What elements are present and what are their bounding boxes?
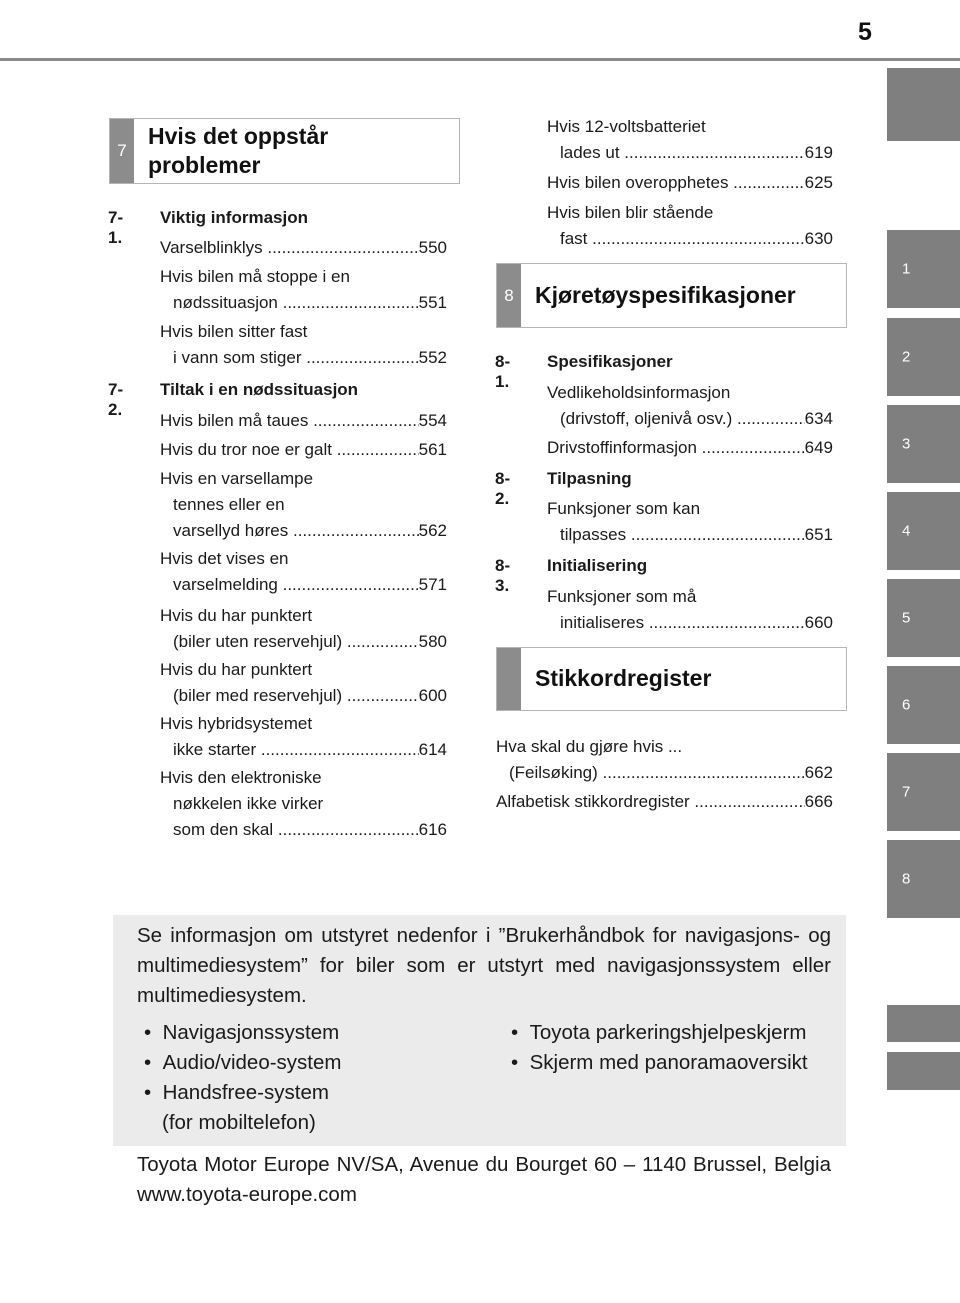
entry-text: Alfabetisk stikkordregister ..... <box>496 789 805 815</box>
entry-page: 630 <box>804 229 833 248</box>
toc-entry[interactable] <box>160 546 447 598</box>
side-tab-blank-lower-2[interactable] <box>887 1052 960 1090</box>
entry-text: (biler uten reservehjul) ..... <box>173 629 419 655</box>
chapter-title: Stikkordregister <box>535 665 712 691</box>
entry-text: (biler med reservehjul) ..... <box>173 683 419 709</box>
bullet-item <box>144 1078 329 1108</box>
entry-page: 600 <box>418 686 447 705</box>
entry-text: tennes eller en <box>173 495 285 514</box>
entry-text: Hvis den elektroniske <box>160 768 322 787</box>
entry-page: 625 <box>804 173 833 192</box>
bullet-marker: • <box>511 1021 519 1044</box>
entry-text: som den skal ..... <box>173 817 419 843</box>
entry-text: Hvis bilen må stoppe i en <box>160 267 350 286</box>
section-title: Spesifikasjoner <box>547 352 673 371</box>
bullet-text: Audio/video-system <box>162 1051 342 1074</box>
entry-page: 562 <box>418 521 447 540</box>
entry-page: 551 <box>418 293 447 312</box>
entry-text: fast ..... <box>560 226 805 252</box>
entry-page: 554 <box>418 411 447 430</box>
chapter-number-box <box>497 264 521 327</box>
chapter-title-line: problemer <box>148 152 261 178</box>
entry-text: tilpasses ..... <box>560 522 805 548</box>
entry-page: 634 <box>804 409 833 428</box>
entry-text: Hvis bilen sitter fast <box>160 322 308 341</box>
side-tab-label: 5 <box>902 609 911 627</box>
bullet-item <box>144 1018 339 1048</box>
entry-text: Hvis bilen må taues ..... <box>160 408 419 434</box>
chapter-number: 8 <box>504 285 514 305</box>
entry-text: i vann som stiger ..... <box>173 345 419 371</box>
bullet-text-continuation: (for mobiltelefon) <box>162 1111 316 1134</box>
entry-page: 561 <box>418 440 447 459</box>
entry-text: varselmelding ..... <box>173 572 419 598</box>
info-box-text: Se informasjon om utstyret nedenfor i ”Brukerhåndbok for navigasjons- og multimediesystem” for biler som er utstyrt med navigasjonssystem eller multimediesystem. <box>137 924 831 1007</box>
toc-entry[interactable] <box>547 496 833 548</box>
entry-page: 571 <box>418 575 447 594</box>
bullet-item <box>511 1018 806 1048</box>
entry-text: lades ut ..... <box>560 140 805 166</box>
entry-text: Hva skal du gjøre hvis ... <box>496 737 683 756</box>
side-tab-label: 8 <box>902 870 911 888</box>
section-code: 8-1. <box>495 352 511 391</box>
toc-entry[interactable] <box>160 264 447 316</box>
toc-entry[interactable] <box>160 711 447 763</box>
entry-page: 651 <box>804 525 833 544</box>
side-tab-label: 4 <box>902 522 911 540</box>
section-code: 8-3. <box>495 556 511 595</box>
side-tab-7[interactable] <box>887 753 960 831</box>
toc-entry[interactable] <box>547 200 833 252</box>
chapter-number-box <box>110 119 134 183</box>
entry-page: 616 <box>418 820 447 839</box>
entry-page: 614 <box>418 740 447 759</box>
toc-entry[interactable] <box>547 114 833 166</box>
toc-entry[interactable] <box>547 170 833 196</box>
header-rule <box>0 58 960 61</box>
bullet-text: Toyota parkeringshjelpeskjerm <box>529 1021 807 1044</box>
entry-page: 660 <box>804 613 833 632</box>
side-tab-label: 3 <box>902 435 911 453</box>
entry-text: Funksjoner som må <box>547 587 697 606</box>
entry-text: Hvis 12-voltsbatteriet <box>547 117 706 136</box>
side-tab-8[interactable] <box>887 840 960 918</box>
entry-page: 580 <box>418 632 447 651</box>
bullet-item <box>511 1048 808 1078</box>
entry-text: Hvis bilen overopphetes ..... <box>547 170 805 196</box>
entry-text: Vedlikeholdsinformasjon <box>547 383 731 402</box>
section-title: Tiltak i en nødssituasjon <box>160 380 359 399</box>
entry-page: 619 <box>804 143 833 162</box>
entry-page: 662 <box>804 763 833 782</box>
entry-text: varsellyd høres ..... <box>173 518 419 544</box>
chapter-8-header <box>496 263 847 328</box>
toc-entry[interactable] <box>160 603 447 655</box>
entry-text: nøkkelen ikke virker <box>173 794 324 813</box>
entry-text: Hvis du tror noe er galt ..... <box>160 437 419 463</box>
entry-page: 550 <box>418 238 447 257</box>
bullet-marker: • <box>144 1051 152 1074</box>
entry-text: initialiseres ..... <box>560 610 805 636</box>
entry-text: Hvis hybridsystemet <box>160 714 313 733</box>
section-title: Tilpasning <box>547 469 632 488</box>
entry-text: Varselblinklys ..... <box>160 235 419 261</box>
bullet-text: Handsfree-system <box>162 1081 329 1104</box>
toc-entry[interactable] <box>496 789 833 815</box>
toc-entry[interactable] <box>160 408 447 434</box>
entry-text: (Feilsøking) ..... <box>509 760 805 786</box>
side-tab-label: 2 <box>902 348 911 366</box>
toc-entry[interactable] <box>547 584 833 636</box>
bullet-marker: • <box>144 1081 152 1104</box>
side-tab-3[interactable] <box>887 405 960 483</box>
toc-entry[interactable] <box>547 435 833 461</box>
section-title: Initialisering <box>547 556 648 575</box>
toc-entry[interactable] <box>160 765 447 843</box>
entry-page: 666 <box>804 792 833 811</box>
chapter-number-box <box>497 648 521 710</box>
chapter-7-header <box>109 118 460 184</box>
publisher-footer: Toyota Motor Europe NV/SA, Avenue du Bourget 60 – 1140 Brussel, Belgia www.toyota-europe.com <box>137 1153 831 1206</box>
chapter-number: 7 <box>117 141 127 160</box>
side-tab-4[interactable] <box>887 492 960 570</box>
entry-text: Hvis du har punktert <box>160 606 313 625</box>
side-tab-2[interactable] <box>887 318 960 396</box>
entry-text: nødssituasjon ..... <box>173 290 419 316</box>
entry-text: Hvis du har punktert <box>160 660 313 679</box>
entry-text: Hvis en varsellampe <box>160 469 314 488</box>
section-code: 7-2. <box>108 380 124 419</box>
index-header <box>496 647 847 711</box>
section-title: Viktig informasjon <box>160 208 308 227</box>
toc-entry[interactable] <box>496 734 833 786</box>
bullet-text: Skjerm med panoramaoversikt <box>529 1051 808 1074</box>
chapter-title-line: Hvis det oppstår <box>148 123 329 149</box>
entry-text: Hvis bilen blir stående <box>547 203 714 222</box>
side-tab-6[interactable] <box>887 666 960 744</box>
bullet-marker: • <box>144 1021 152 1044</box>
toc-entry[interactable] <box>160 437 447 463</box>
toc-entry[interactable] <box>160 319 447 371</box>
entry-page: 552 <box>418 348 447 367</box>
toc-entry[interactable] <box>160 657 447 709</box>
bullet-marker: • <box>511 1051 519 1074</box>
page-number: 5 <box>858 18 872 46</box>
side-tab-blank-top[interactable] <box>887 68 960 141</box>
side-tab-label: 6 <box>902 696 911 714</box>
toc-entry[interactable] <box>160 466 447 544</box>
chapter-title: Kjøretøyspesifikasjoner <box>535 282 796 308</box>
bullet-item <box>144 1048 341 1078</box>
entry-text: Funksjoner som kan <box>547 499 701 518</box>
entry-text: ikke starter ..... <box>173 737 419 763</box>
side-tab-label: 1 <box>902 260 911 278</box>
side-tab-5[interactable] <box>887 579 960 657</box>
chapter-title <box>148 122 328 180</box>
side-tab-blank-lower-1[interactable] <box>887 1005 960 1042</box>
entry-page: 649 <box>804 438 833 457</box>
toc-entry[interactable] <box>160 235 447 261</box>
side-tab-label: 7 <box>902 783 911 801</box>
bullet-text: Navigasjonssystem <box>162 1021 340 1044</box>
section-code: 7-1. <box>108 208 124 247</box>
toc-entry[interactable] <box>547 380 833 432</box>
entry-text: Drivstoffinformasjon ..... <box>547 435 805 461</box>
side-tab-1[interactable] <box>887 230 960 308</box>
section-code: 8-2. <box>495 469 511 508</box>
entry-text: (drivstoff, oljenivå osv.) ..... <box>560 406 805 432</box>
entry-text: Hvis det vises en <box>160 549 289 568</box>
